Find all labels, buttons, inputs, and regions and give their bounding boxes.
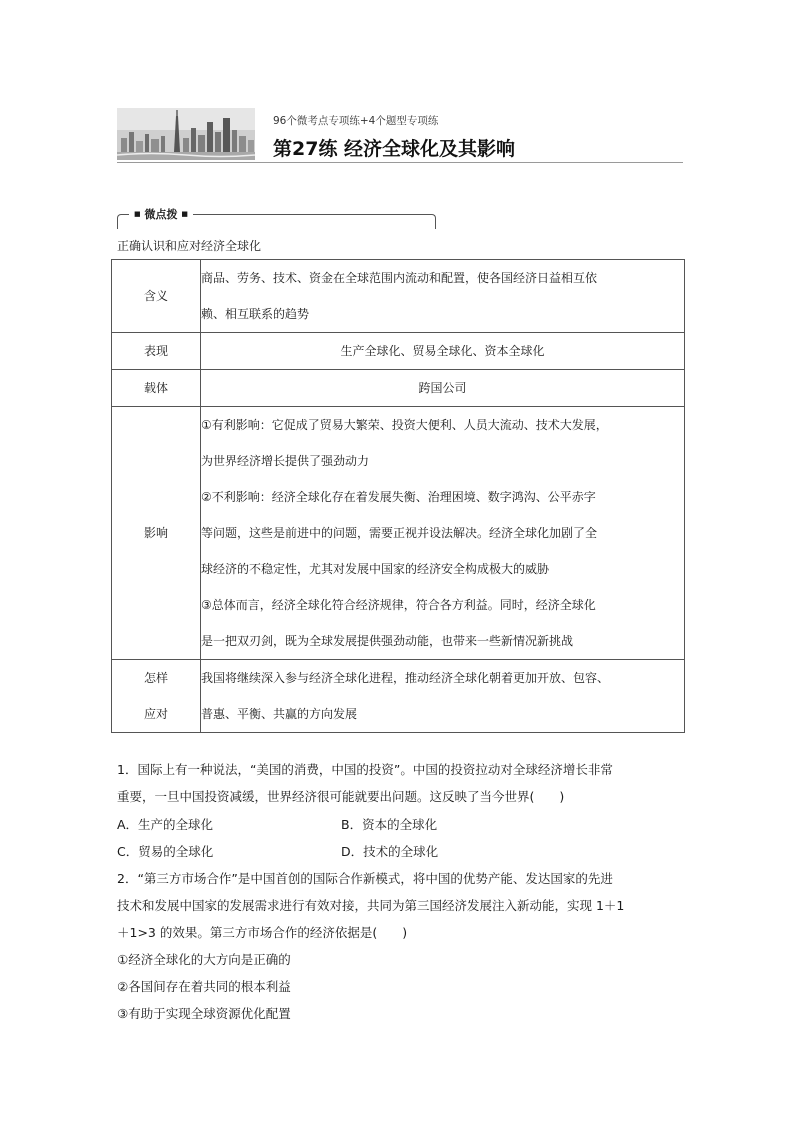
square-bullet-icon: ■ [181,210,188,218]
question-2-line-2: 技术和发展中国家的发展需求进行有效对接，共同为第三国经济发展注入新动能，实现 1＋1 [117,898,625,913]
table-row [112,260,685,333]
row-key: 表现 [112,333,201,370]
question-2-statement-1: ①经济全球化的大方向是正确的 [117,952,291,967]
question-1-option-c: C．贸易的全球化 [117,844,214,859]
question-1-option-a: A．生产的全球化 [117,817,214,832]
table-row [112,333,685,370]
row-text-line: ①有利影响：它促成了贸易大繁荣、投资大便利、人员大流动、技术大发展， [201,418,608,432]
row-text-line: 跨国公司 [418,381,467,395]
series-subtitle: 96个微考点专项练+4个题型专项练 [273,115,439,127]
row-text-line: 为世界经济增长提供了强劲动力 [201,454,370,468]
row-value [201,333,685,370]
question-1-line-2: 重要，一旦中国投资减缓，世界经济很可能就要出问题。这反映了当今世界( ) [117,789,565,804]
table-row [112,407,685,660]
page-title: 第27练 经济全球化及其影响 [273,138,516,160]
row-key-line: 应对 [143,707,168,721]
section-title: 正确认识和应对经济全球化 [117,239,262,253]
row-text-line: 生产全球化、贸易全球化、资本全球化 [340,344,545,358]
question-2-line-1: 2．“第三方市场合作”是中国首创的国际合作新模式，将中国的优势产能、发达国家的先进 [117,871,613,886]
question-1-line-1: 1．国际上有一种说法，“美国的消费，中国的投资”。中国的投资拉动对全球经济增长非常 [117,762,613,777]
question-2-statement-2: ②各国间存在着共同的根本利益 [117,979,291,994]
question-1-option-b: B．资本的全球化 [341,817,438,832]
table-row [112,370,685,407]
question-1-option-d: D．技术的全球化 [341,844,439,859]
table-row [112,660,685,733]
question-2-statement-3: ③有助于实现全球资源优化配置 [117,1006,291,1021]
city-skyline-image [117,108,255,160]
tip-box [117,205,434,227]
question-2-line-3: ＋1>3 的效果。第三方市场合作的经济依据是( ) [117,925,408,940]
square-bullet-icon: ■ [134,210,141,218]
tip-label: 微点拨 [144,208,178,221]
row-key: 影响 [112,407,201,660]
row-key-line: 怎样 [143,671,168,685]
row-text-line: ②不利影响：经济全球化存在着发展失衡、治理困境、数字鸿沟、公平赤字 [201,490,596,504]
row-value [201,407,685,660]
row-key: 含义 [112,260,201,333]
row-text-line: ③总体而言，经济全球化符合经济规律，符合各方利益。同时，经济全球化 [201,598,596,612]
row-value [201,660,685,733]
globalization-table [111,259,685,733]
row-text-line: 球经济的不稳定性，尤其对发展中国家的经济安全构成极大的威胁 [201,562,550,576]
row-key: 载体 [112,370,201,407]
row-key [112,660,201,733]
row-text-line: 是一把双刃剑，既为全球发展提供强劲动能，也带来一些新情况新挑战 [201,634,574,648]
page-header [117,106,683,162]
row-value [201,260,685,333]
row-text-line: 商品、劳务、技术、资金在全球范围内流动和配置，使各国经济日益相互依 [201,271,598,285]
row-text-line: 我国将继续深入参与经济全球化进程，推动经济全球化朝着更加开放、包容、 [201,671,610,685]
header-divider [117,162,683,163]
row-text-line: 赖、相互联系的趋势 [201,307,310,321]
city-skyline-banner [117,108,255,160]
tip-label-wrap [129,206,193,222]
row-text-line: 普惠、平衡、共赢的方向发展 [201,707,358,721]
row-value [201,370,685,407]
row-text-line: 等问题，这些是前进中的问题，需要正视并设法解决。经济全球化加剧了全 [201,526,598,540]
